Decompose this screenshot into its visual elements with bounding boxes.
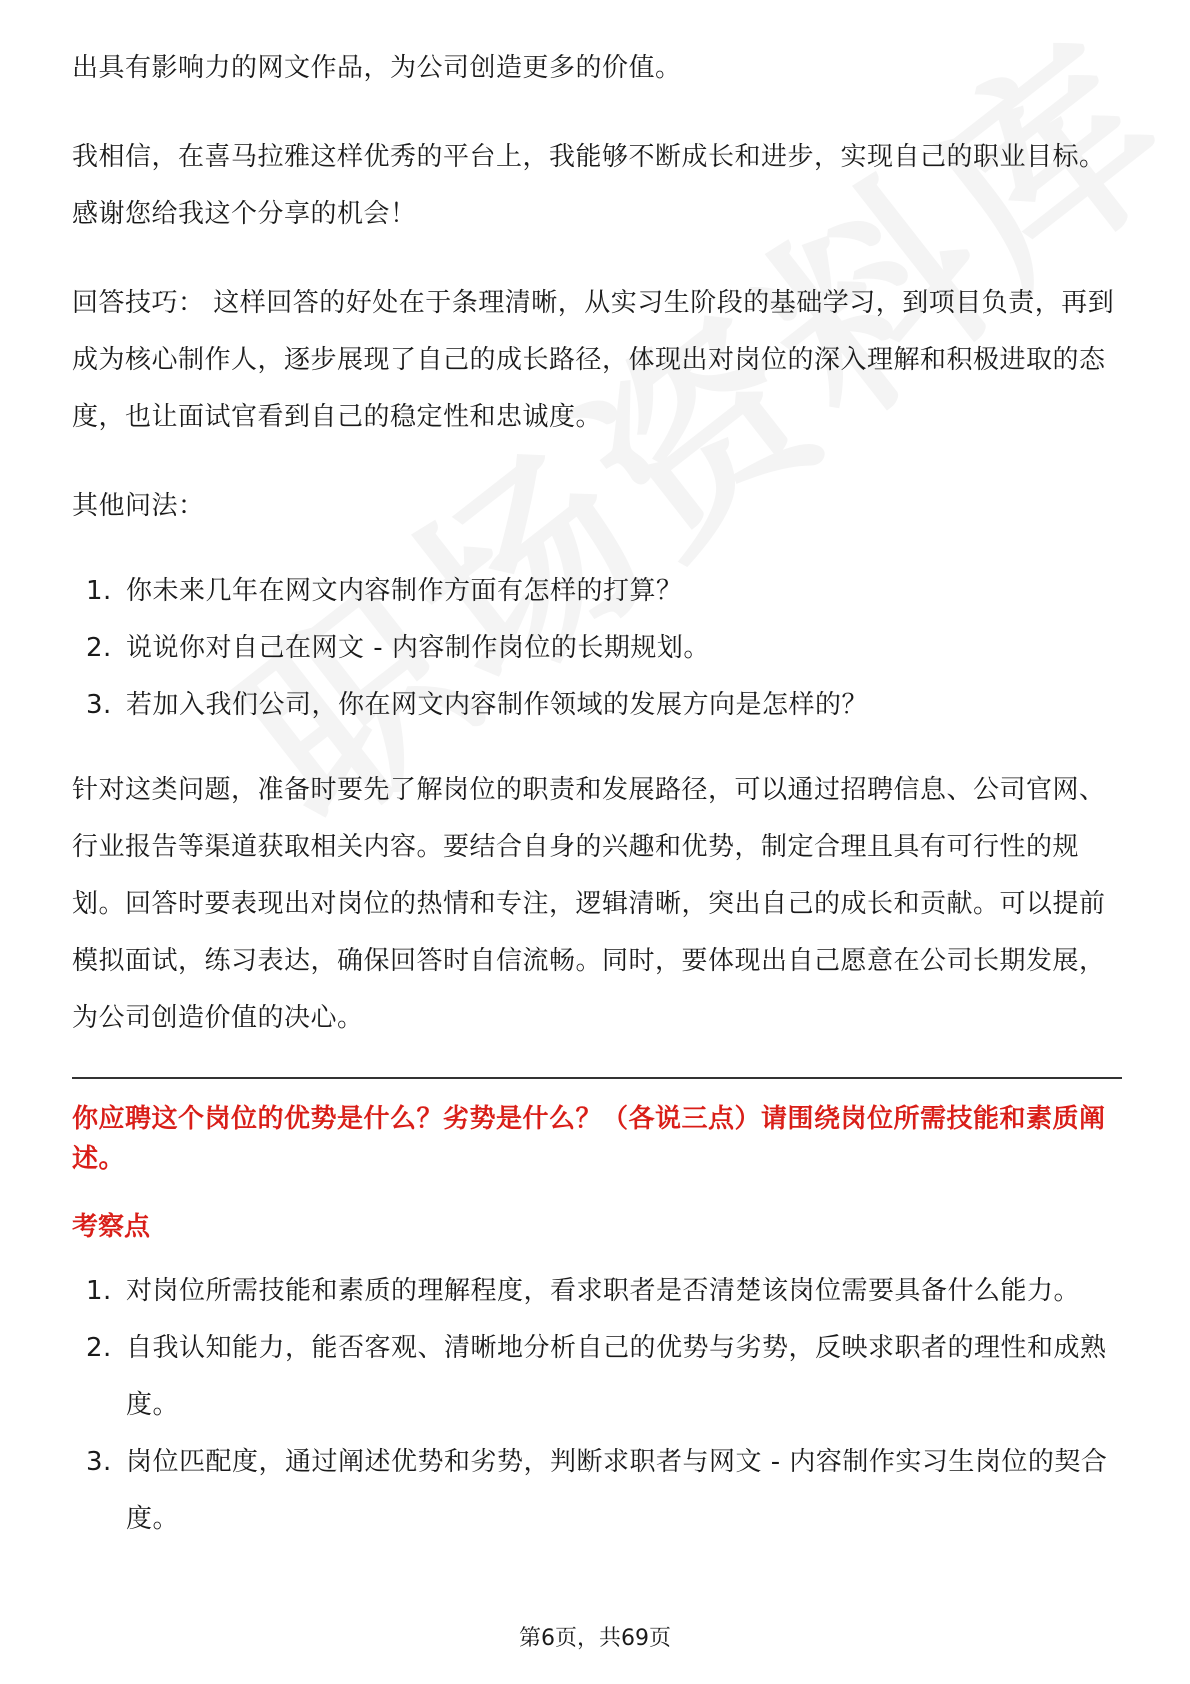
page-number-footer: 第6页，共69页 (519, 1626, 671, 1651)
document-page (72, 40, 1122, 1548)
paragraph-other-questions-label: 其他问法： (72, 491, 205, 521)
list-item-number: 1. (86, 576, 112, 606)
list-item-text: 你未来几年在网文内容制作方面有怎样的打算？ (126, 576, 683, 606)
list-item (72, 620, 1122, 677)
list-item (72, 563, 1122, 620)
paragraph-closing: 我相信，在喜马拉雅这样优秀的平台上，我能够不断成长和进步，实现自己的职业目标。感谢您给我这个分享的机会！ (72, 142, 1106, 229)
list-item-number: 2. (86, 1333, 112, 1363)
list-item-text: 对岗位所需技能和素质的理解程度，看求职者是否清楚该岗位需要具备什么能力。 (126, 1276, 1081, 1306)
list-item (72, 1434, 1122, 1548)
list-item-text: 若加入我们公司，你在网文内容制作领域的发展方向是怎样的？ (126, 690, 869, 720)
paragraph-continuation: 出具有影响力的网文作品，为公司创造更多的价值。 (72, 53, 682, 83)
list-item-number: 2. (86, 633, 112, 663)
paragraph-preparation-advice: 针对这类问题，准备时要先了解岗位的职责和发展路径，可以通过招聘信息、公司官网、行业报告等渠道获取相关内容。要结合自身的兴趣和优势，制定合理且具有可行性的规划。回答时要表现出对岗位的热情和专注，逻辑清晰，突出自己的成长和贡献。可以提前模拟面试，练习表达，确保回答时自信流畅。同时，要体现出自己愿意在公司长期发展，为公司创造价值的决心。 (72, 775, 1106, 1033)
assessment-points-list (72, 1263, 1122, 1548)
section-divider (72, 1077, 1122, 1079)
question-heading: 你应聘这个岗位的优势是什么？劣势是什么？（各说三点）请围绕岗位所需技能和素质阐述。 (72, 1104, 1106, 1174)
list-item-text: 说说你对自己在网文 - 内容制作岗位的长期规划。 (126, 633, 710, 663)
paragraph-answer-tips: 回答技巧： 这样回答的好处在于条理清晰，从实习生阶段的基础学习，到项目负责，再到成为核心制作人，逐步展现了自己的成长路径，体现出对岗位的深入理解和积极进取的态度，也让面试官看到自己的稳定性和忠诚度。 (72, 288, 1115, 432)
list-item (72, 677, 1122, 734)
list-item-number: 3. (86, 690, 112, 720)
list-item-number: 3. (86, 1447, 112, 1477)
other-questions-list (72, 563, 1122, 734)
list-item-text: 自我认知能力，能否客观、清晰地分析自己的优势与劣势，反映求职者的理性和成熟度。 (126, 1333, 1107, 1420)
assessment-points-heading: 考察点 (72, 1212, 151, 1242)
list-item-text: 岗位匹配度，通过阐述优势和劣势，判断求职者与网文 - 内容制作实习生岗位的契合度。 (126, 1447, 1108, 1534)
list-item (72, 1263, 1122, 1320)
list-item-number: 1. (86, 1276, 112, 1306)
list-item (72, 1320, 1122, 1434)
